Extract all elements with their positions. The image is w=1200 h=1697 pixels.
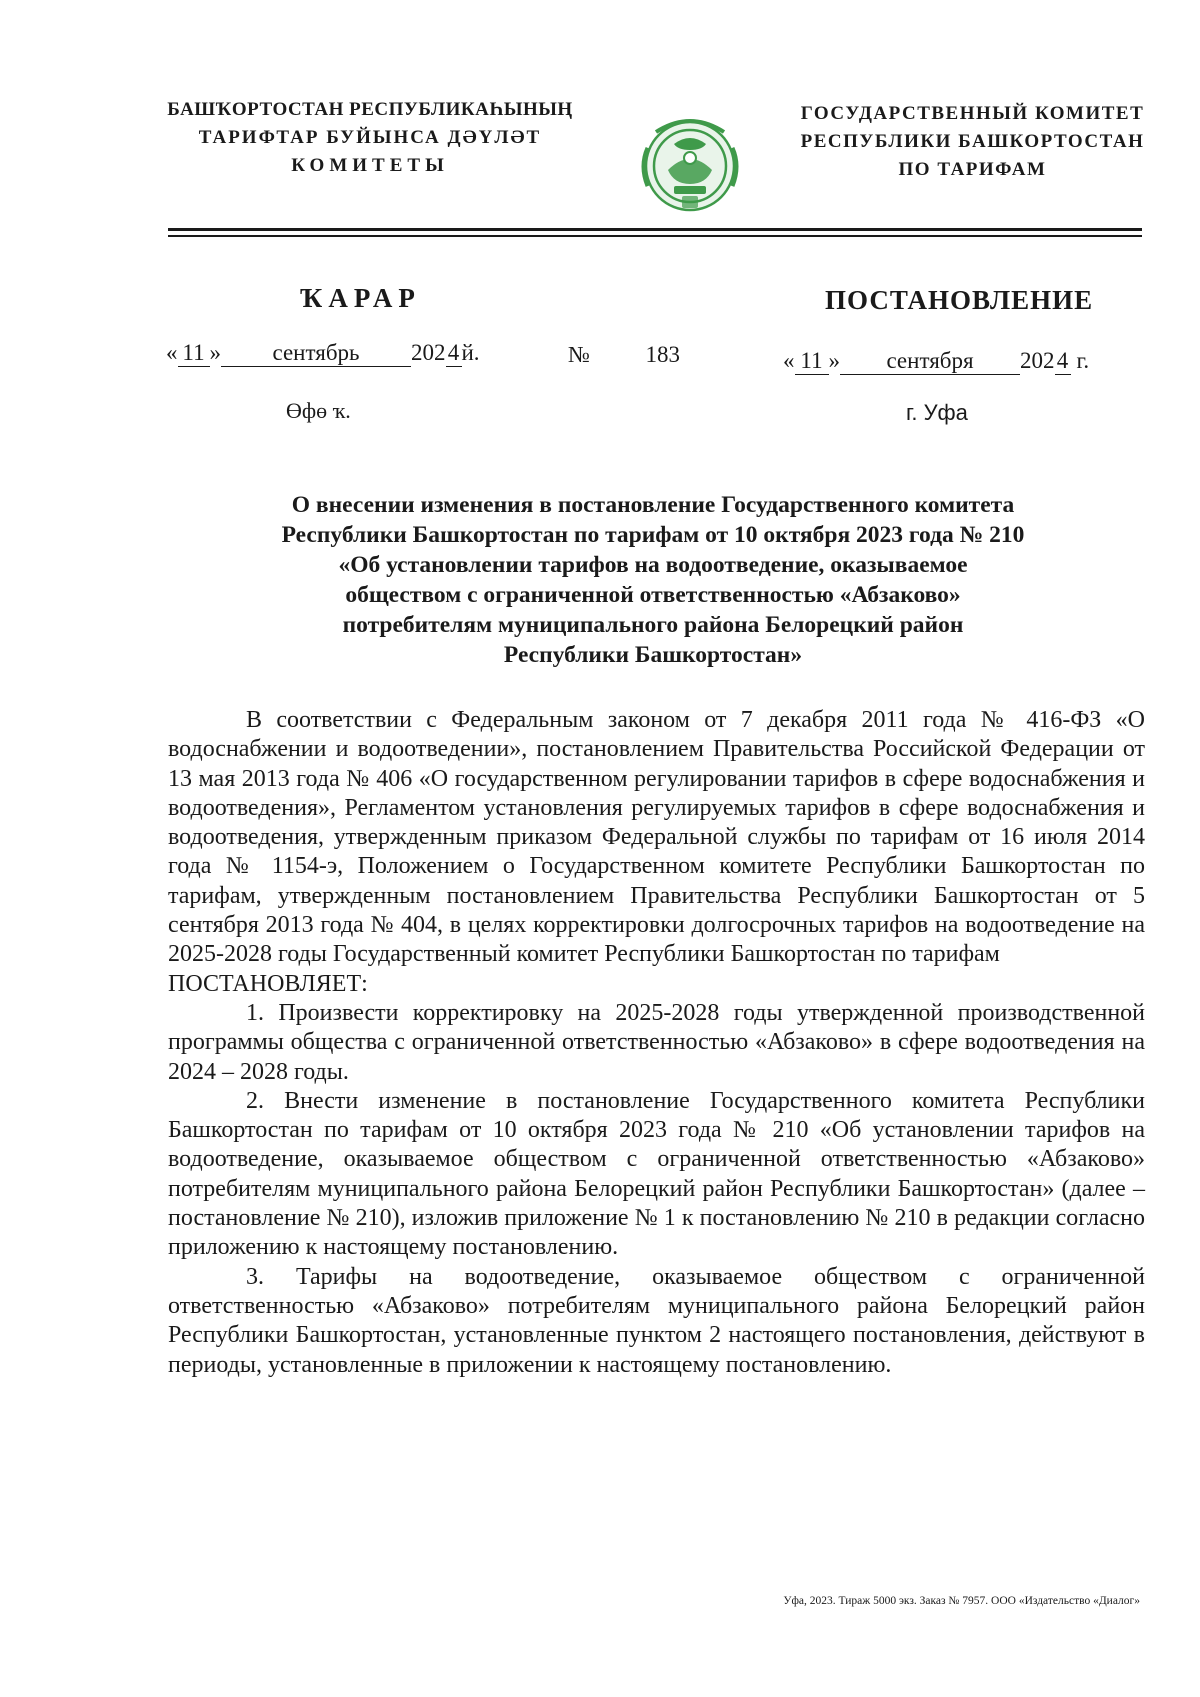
body-item-2: 2. Внести изменение в постановление Государственного комитета Республики Башкортостан по тарифам от 10 октября 2023 года № 210 «Об установлении тарифов на водоотведение, оказываемое обществом с ограниченной ответственностью «Абзаково» потребителям муниципального района Белорецкий район Республики Башкортостан» (далее – постановление № 210), изложив приложение № 1 к постановлению № 210 в редакции согласно приложению к настоящему постановлению. — [168, 1087, 1145, 1261]
date-year-digit: 4 — [1055, 348, 1071, 375]
header-left-bashkir — [150, 96, 590, 180]
title-line: «Об установлении тарифов на водоотведение, оказываемое — [338, 552, 968, 578]
header-left-line: ТАРИФТАР БУЙЫНСА ДӘҮЛӘТ — [198, 127, 542, 148]
date-day: 11 — [795, 348, 829, 375]
date-month: сентябрь — [221, 340, 411, 367]
date-open-quote: « — [166, 340, 178, 365]
body-item-3: 3. Тарифы на водоотведение, оказываемое обществом с ограниченной ответственностью «Абзаково» потребителям муниципального района Белорецкий район Республики Башкортостан, установленные пунктом 2 настоящего постановления, действуют в периоды, установленные в приложении к настоящему постановлению. — [168, 1263, 1145, 1378]
document-title — [168, 490, 1138, 670]
title-line: потребителям муниципального района Белорецкий район — [342, 612, 964, 638]
bashkortostan-coat-of-arms-icon — [634, 108, 746, 224]
date-close-quote: » — [828, 348, 840, 373]
date-day: 11 — [178, 340, 210, 367]
header-right-line: РЕСПУБЛИКИ БАШКОРТОСТАН — [800, 131, 1145, 152]
header-right-line: ПО ТАРИФАМ — [898, 159, 1047, 180]
title-line: Республики Башкортостан по тарифам от 10 октября 2023 года № 210 — [281, 522, 1025, 548]
doc-type-russian: ПОСТАНОВЛЕНИЕ — [825, 285, 1094, 315]
header-rule-thick — [168, 228, 1142, 231]
header-left-line: БАШҠОРТОСТАН РЕСПУБЛИКАҺЫНЫҢ — [167, 99, 573, 120]
city-russian: г. Уфа — [906, 400, 968, 425]
document-number — [568, 342, 680, 368]
document-body — [168, 706, 1145, 1380]
date-year-prefix: 202 — [1020, 348, 1055, 373]
date-year-digit: 4 — [446, 340, 462, 367]
city-bashkir: Өфө ҡ. — [286, 398, 351, 423]
date-bashkir — [166, 340, 480, 367]
date-year-prefix: 202 — [411, 340, 446, 365]
header-right-line: ГОСУДАРСТВЕННЫЙ КОМИТЕТ — [800, 103, 1145, 124]
body-resolves: ПОСТАНОВЛЯЕТ: — [168, 970, 368, 997]
body-preamble: В соответствии с Федеральным законом от 7 декабря 2011 года № 416-ФЗ «О водоснабжении и водоотведении», постановлением Правительства Российской Федерации от 13 мая 2013 года № 406 «О государственном регулировании тарифов в сфере водоснабжения и водоотведения», Регламентом установления регулируемых тарифов в сфере водоснабжения и водоотведения, утвержденным приказом Федеральной службы по тарифам от 16 июля 2014 года № 1154-э, Положением о Государственном комитете Республики Башкортостан по тарифам, утвержденным постановлением Правительства Республики Башкортостан от 5 сентября 2013 года № 404, в целях корректировки долгосрочных тарифов на водоотведение на 2025-2028 годы Государственный комитет Республики Башкортостан по тарифам — [168, 707, 1145, 968]
print-imprint: Уфа, 2023. Тираж 5000 экз. Заказ № 7957. ООО «Издательство «Диалог» — [783, 1595, 1140, 1607]
title-line: О внесении изменения в постановление Государственного комитета — [291, 492, 1015, 518]
title-line: Республики Башкортостан» — [503, 642, 803, 668]
header-left-line: КОМИТЕТЫ — [291, 155, 449, 176]
header-rule-thin — [168, 235, 1142, 237]
date-close-quote: » — [209, 340, 221, 365]
date-russian — [783, 348, 1089, 375]
number-value: 183 — [645, 342, 680, 367]
date-year-suffix: г. — [1076, 348, 1090, 373]
date-open-quote: « — [783, 348, 795, 373]
number-sign: № — [568, 342, 590, 367]
title-line: обществом с ограниченной ответственностью «Абзаково» — [345, 582, 961, 608]
date-month: сентября — [840, 348, 1020, 375]
header-right-russian — [775, 100, 1170, 184]
body-item-1: 1. Произвести корректировку на 2025-2028 годы утвержденной производственной программы общества с ограниченной ответственностью «Абзаково» в сфере водоотведения на 2024 – 2028 годы. — [168, 999, 1145, 1085]
date-year-suffix: й. — [461, 340, 480, 365]
doc-type-bashkir: ҠАРАР — [300, 283, 421, 313]
